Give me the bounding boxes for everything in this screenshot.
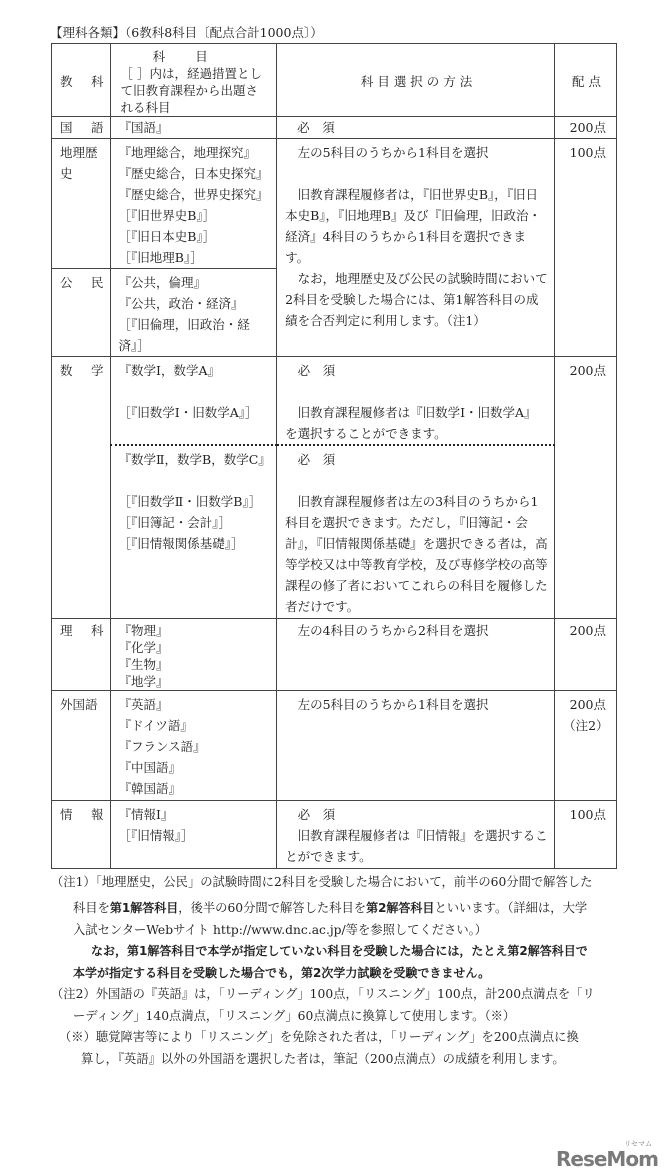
logo-kana: リセマム (624, 1140, 652, 1148)
logo-text: ReseMom (556, 1147, 658, 1171)
subject-item: 『地理総合，地理探究』 (118, 145, 257, 160)
subject-label: 情 (60, 806, 73, 822)
method-text: 旧教育課程履修者は『旧数学Ⅰ・旧数学A』を選択することができます。 (285, 405, 537, 441)
subject-item: ［『旧倫理，旧政治・経済』］ (118, 317, 250, 353)
subject-item: ［『旧数学Ⅱ・旧数学B』］ (118, 494, 262, 509)
note-1-bold: 本学が指定する科目を受験した場合でも，第2次学力試験を受験できません。 (73, 965, 491, 980)
subject-label: 民 (91, 275, 104, 290)
method-text: 旧教育課程履修者は左の3科目のうちから1科目を選択できます。ただし，『旧簿記・会計』，『旧情報関係基礎』を選択できる者は，高等学校又は中等教育学校，及び専修学校の高等課程の修了者においてこれらの科目を履修した者だけです。 (285, 494, 548, 614)
page-title: 【理科各類】（6教科8科目〔配点合計1000点〕） (50, 25, 323, 40)
subject-item: 『ドイツ語』 (118, 717, 193, 733)
method-text: 必 須 (297, 452, 336, 467)
subject-item: ［『旧情報関係基礎』］ (118, 536, 244, 551)
note-2: （注2）外国語の『英語』は，「リーディング」100点，「リスニング」100点，計200点満点を「リ (51, 987, 595, 1001)
method-text: 旧教育課程履修者は，『旧世界史B』，『旧日本史B』，『旧地理B』及び『旧倫理，旧政治・経済』4科目のうちから1科目を選択できます。 (285, 187, 541, 265)
subject-item: 『生物』 (118, 656, 169, 672)
method-text: 必 須 (297, 806, 336, 822)
points-value: 100点 (555, 139, 617, 357)
header-kyoka: 教 (60, 74, 73, 89)
subject-label: 学 (91, 363, 104, 378)
header-method: 科 目 選 択 の 方 法 (277, 44, 555, 117)
note-3: （※）聴覚障害等により「リスニング」を免除された者は，「リーディング」を200点満点に換 (59, 1030, 579, 1044)
method-text: 左の4科目のうちから2科目を選択 (297, 622, 489, 638)
subject-item: 『公共，倫理』 (118, 275, 207, 290)
resemom-logo (556, 1140, 656, 1170)
method-text: 必 須 (297, 363, 336, 378)
subject-label: 地理歴史 (52, 139, 111, 269)
subject-label: 国 (60, 120, 73, 135)
table-row-sugaku (52, 357, 617, 446)
subject-item: 『歴史総合，日本史探究』 (118, 166, 269, 181)
method-text: なお，地理歴史及び公民の試験時間において2科目を受験した場合には、第1解答科目の成績を合否判定に利用します。（注1） (285, 271, 548, 328)
subject-item: 『物理』 (118, 622, 169, 638)
subject-item: 『公共，政治・経済』 (118, 296, 244, 311)
points-note: （注2） (563, 717, 609, 733)
subject-item: 『中国語』 (118, 759, 182, 775)
table-row-joho (52, 800, 617, 868)
method-text: 左の5科目のうちから1科目を選択 (297, 696, 489, 712)
subject-label: 科 (91, 622, 104, 638)
subject-item: 『フランス語』 (118, 738, 206, 754)
subject-label: 外国語 (52, 690, 111, 800)
table-header-row (52, 44, 617, 117)
subject-item: 『英語』 (118, 696, 169, 712)
subject-item: 『韓国語』 (118, 780, 182, 796)
header-kamoku: 科目 (152, 48, 238, 64)
subject-item: ［『旧世界史B』］ (118, 208, 216, 223)
method-text: 旧教育課程履修者は『旧情報』を選択することができます。 (285, 827, 548, 864)
subject-item: 『国語』 (110, 117, 277, 139)
notes (51, 872, 621, 1071)
subject-item: ［『旧簿記・会計』］ (118, 515, 232, 530)
subject-item: 『数学Ⅱ，数学B，数学C』 (118, 452, 271, 467)
points-value: 200点 (555, 117, 617, 139)
subject-item: ［『旧情報』］ (118, 827, 194, 843)
subject-label: 語 (91, 120, 104, 135)
header-kamoku-note: ［ ］内は，経過措置として旧教育課程から出題される科目 (120, 65, 262, 115)
points-value: 200点 (569, 696, 606, 712)
note-text: といいます。（詳細は，大学 (434, 901, 588, 915)
note-text: ，後半の60分間で解答した科目を (178, 901, 367, 915)
note-bold: 第2解答科目 (366, 901, 435, 915)
note-3: 算し，『英語』以外の外国語を選択した者は，筆記（200点満点）の成績を利用します。 (81, 1051, 565, 1066)
subject-label: 理 (60, 622, 73, 638)
subject-item: 『情報Ⅰ』 (118, 806, 174, 822)
subject-item: 『化学』 (118, 639, 169, 655)
header-points: 配 点 (555, 44, 617, 117)
table-row-rika (52, 618, 617, 690)
subject-label: 数 (60, 363, 73, 378)
method-text: 必 須 (277, 117, 555, 139)
subject-table (51, 43, 617, 869)
subject-label: 報 (91, 806, 104, 822)
subject-item: 『歴史総合，世界史探究』 (118, 187, 269, 202)
note-bold: 第1解答科目 (109, 901, 179, 915)
subject-item: ［『旧日本史B』］ (118, 229, 216, 244)
subject-item: 『数学Ⅰ，数学A』 (118, 363, 220, 378)
note-1 (51, 898, 621, 920)
subject-item: ［『旧地理B』］ (118, 250, 203, 265)
table-row-kokugo (52, 117, 617, 139)
note-1-bold: なお，第1解答科目で本学が指定していない科目を受験した場合には，たとえ第2解答科目で (91, 944, 588, 958)
note-2: ーディング」140点満点，「リスニング」60点満点に換算して使用します。（※） (73, 1008, 516, 1023)
table-row-sugaku-2 (52, 445, 617, 618)
note-text: 科目を (73, 901, 110, 915)
points-value: 100点 (555, 800, 617, 868)
header-kyoka: 科 (91, 74, 104, 89)
table-row-gaikokugo (52, 690, 617, 800)
subject-label: 公 (60, 275, 73, 290)
page-content (50, 24, 658, 1171)
subject-item: 『地学』 (118, 673, 169, 689)
method-text: 左の5科目のうちから1科目を選択 (297, 145, 489, 160)
points-value: 200点 (555, 618, 617, 690)
note-1: 入試センターWebサイト http://www.dnc.ac.jp/等を参照してください。） (73, 922, 488, 937)
subject-item: ［『旧数学Ⅰ・旧数学A』］ (118, 405, 258, 420)
points-value: 200点 (555, 357, 617, 619)
table-row-chireki (52, 139, 617, 269)
note-1: （注1）「地理歴史，公民」の試験時間に2科目を受験した場合において，前半の60分間で解答した (51, 874, 593, 889)
